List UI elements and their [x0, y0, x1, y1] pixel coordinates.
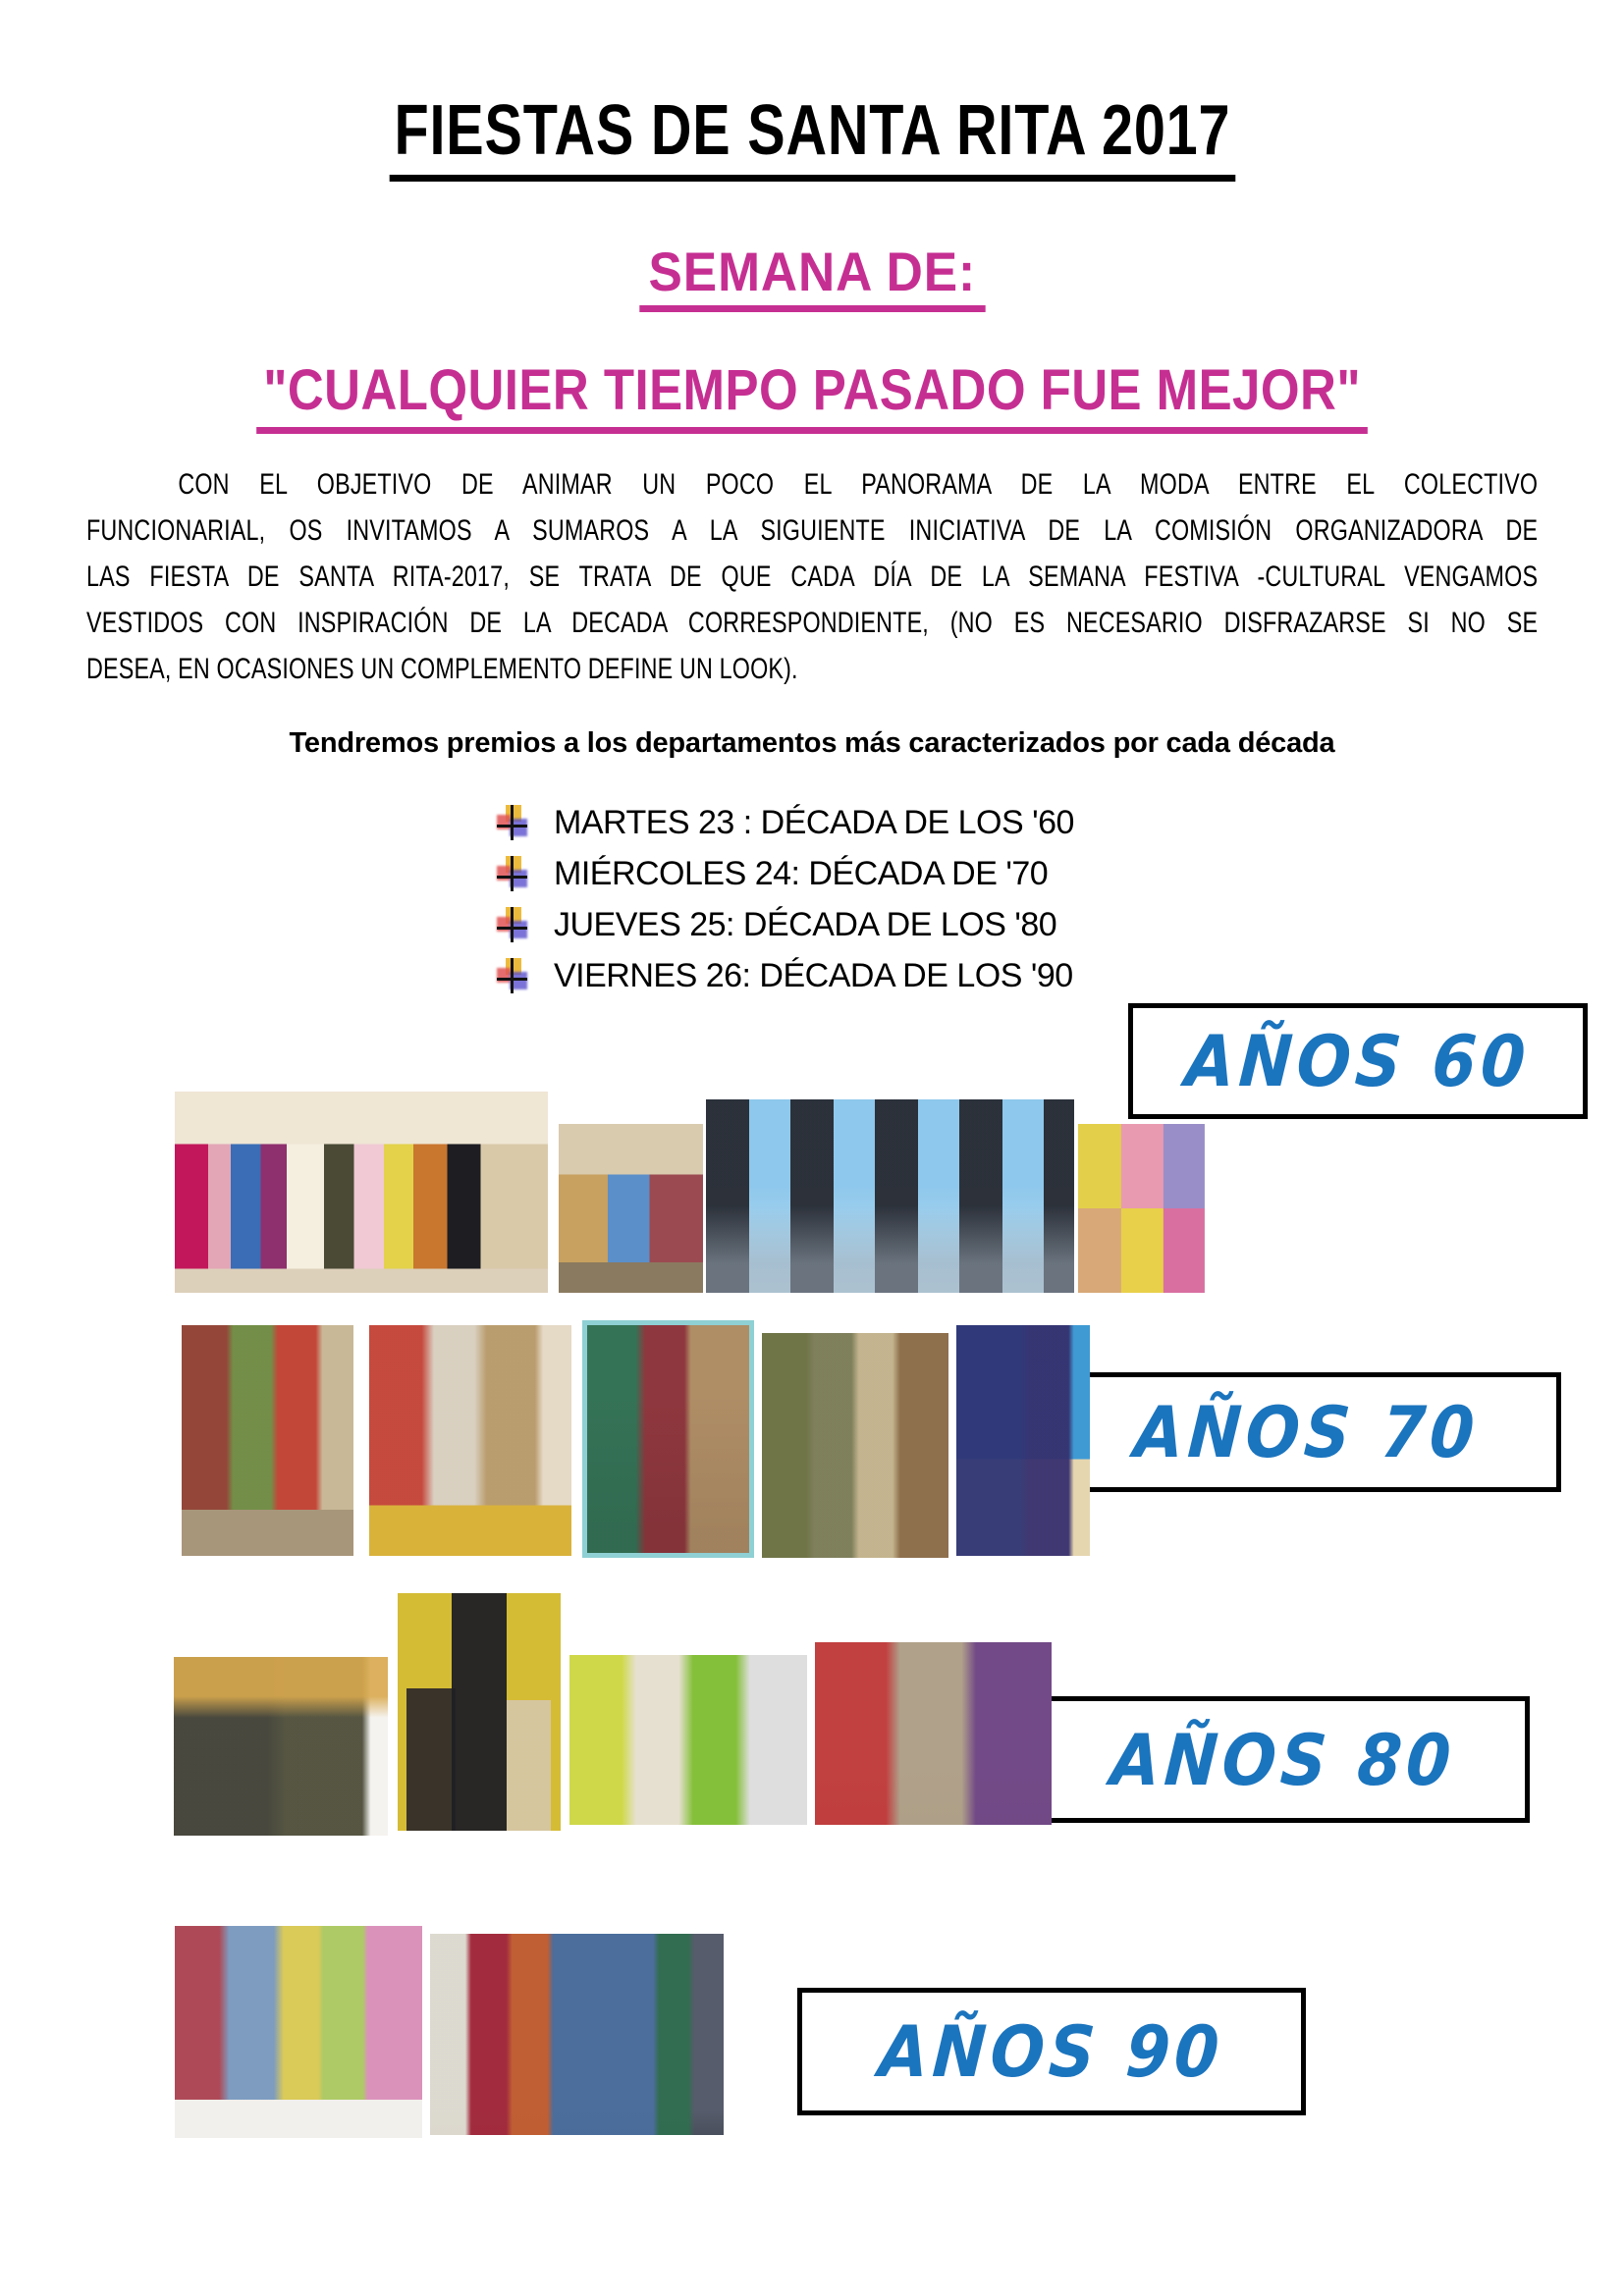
intro-line: FUNCIONARIAL, OS INVITAMOS A SUMAROS A LA SIGUIENTE INICIATIVA DE LA COMISIÓN ORGANIZADORA DE [86, 514, 1539, 547]
decade-label-anos-70 [1052, 1372, 1561, 1492]
week-heading [0, 240, 1624, 312]
page-title [0, 91, 1624, 182]
intro-line: LAS FIESTA DE SANTA RITA-2017, SE TRATA DE QUE CADA DÍA DE LA SEMANA FESTIVA -CULTURAL VENGAMOS [86, 561, 1539, 593]
photo-70s-maxi-dresses-beach [956, 1325, 1090, 1556]
schedule-item-label: JUEVES 25: DÉCADA DE LOS '80 [554, 905, 1057, 943]
clover-bullet-icon [497, 907, 528, 942]
schedule-list [497, 797, 1074, 1001]
photo-80s-madonna-style [174, 1657, 388, 1836]
schedule-item-miercoles [497, 848, 1074, 899]
photo-80s-neon-outfits [569, 1655, 807, 1825]
week-theme-heading [0, 358, 1624, 434]
schedule-item-label: VIERNES 26: DÉCADA DE LOS '90 [554, 956, 1073, 994]
photo-70s-earthtone-flares [762, 1333, 948, 1558]
intro-paragraph [86, 461, 1538, 692]
clover-bullet-icon [497, 958, 528, 993]
photo-90s-denim-sneakers [175, 1926, 422, 2138]
decade-label-text: AÑOS 60 [1183, 1020, 1533, 1102]
photo-70s-women-plaid [369, 1325, 571, 1556]
intro-line: CON EL OBJETIVO DE ANIMAR UN POCO EL PANORAMA DE LA MODA ENTRE EL COLECTIVO [178, 468, 1539, 501]
schedule-item-martes [497, 797, 1074, 848]
photo-90s-tv-cast [430, 1934, 724, 2135]
schedule-item-jueves [497, 899, 1074, 950]
photo-80s-power-suits [815, 1642, 1052, 1825]
schedule-item-viernes [497, 950, 1074, 1001]
photo-60s-men-cardigans [559, 1124, 703, 1293]
schedule-item-label: MIÉRCOLES 24: DÉCADA DE '70 [554, 854, 1049, 892]
decade-label-text: AÑOS 70 [1131, 1391, 1482, 1473]
photo-60s-collage [1078, 1124, 1205, 1293]
decade-label-anos-60 [1128, 1003, 1588, 1119]
photo-70s-men-flares [582, 1320, 754, 1558]
photo-80s-glam-rock [398, 1593, 561, 1831]
schedule-item-label: MARTES 23 : DÉCADA DE LOS '60 [554, 803, 1074, 841]
photo-70s-sweaters-flares [182, 1325, 353, 1556]
photo-60s-leather-jackets [706, 1099, 1074, 1293]
week-theme-text: "CUALQUIER TIEMPO PASADO FUE MEJOR" [256, 361, 1368, 434]
intro-line: VESTIDOS CON INSPIRACIÓN DE LA DECADA CORRESPONDIENTE, (NO ES NECESARIO DISFRAZARSE SI NO SE [86, 607, 1539, 639]
prizes-note: Tendremos premios a los departamentos más caracterizados por cada década [289, 727, 1335, 759]
week-heading-text: SEMANA DE: [639, 243, 985, 312]
decade-label-text: AÑOS 90 [877, 2010, 1226, 2093]
decade-label-text: AÑOS 80 [1108, 1718, 1458, 1801]
decade-label-anos-80 [1036, 1696, 1530, 1823]
decade-label-anos-90 [797, 1988, 1306, 2115]
page-title-text: FIESTAS DE SANTA RITA 2017 [389, 94, 1234, 182]
clover-bullet-icon [497, 805, 528, 840]
photo-60s-women-dresses [175, 1092, 548, 1293]
intro-line: DESEA, EN OCASIONES UN COMPLEMENTO DEFINE UN LOOK). [86, 653, 798, 685]
clover-bullet-icon [497, 856, 528, 891]
